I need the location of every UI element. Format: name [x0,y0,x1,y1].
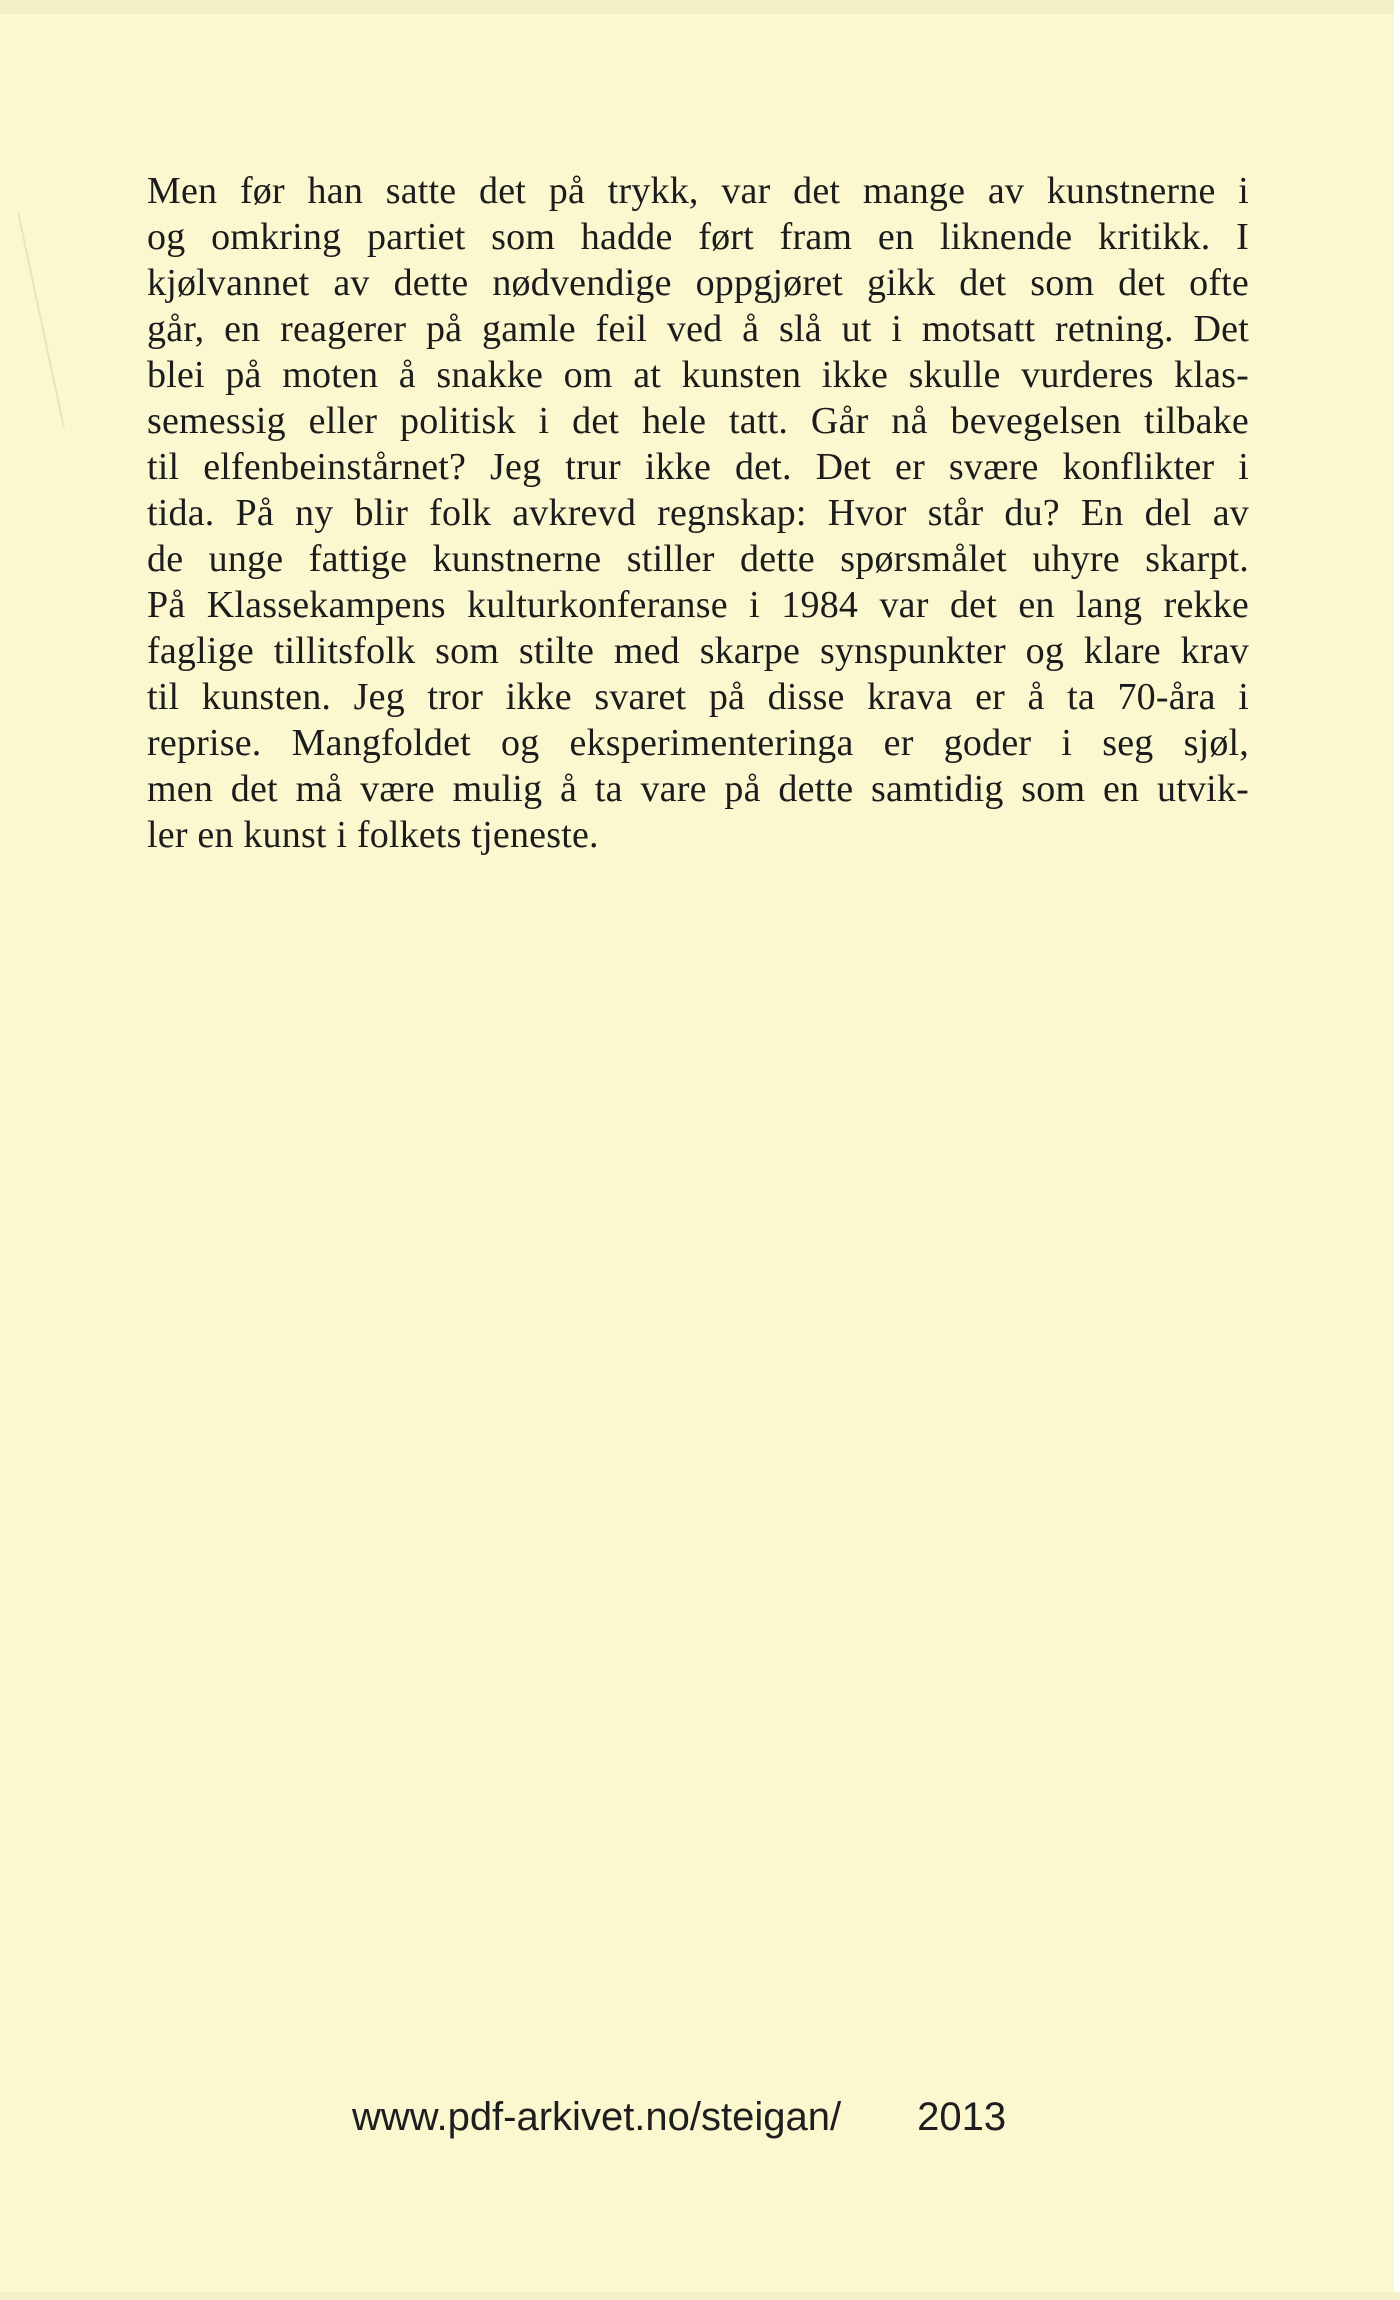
text-line: kjølvannet av dette nødvendige oppgjøret gikk det som det ofte [147,262,1249,304]
text-line: Men før han satte det på trykk, var det mange av kunstnerne i [147,170,1249,212]
text-line: går, en reagerer på gamle feil ved å slå ut i motsatt retning. Det [147,308,1249,350]
text-line: men det må være mulig å ta vare på dette samtidig som en utvik- [147,768,1249,810]
text-line: På Klassekampens kulturkonferanse i 1984 var det en lang rekke [147,584,1249,626]
footer [352,2093,1006,2141]
text-line: og omkring partiet som hadde ført fram en liknende kritikk. I [147,216,1249,258]
page-edge-right [1394,0,1400,2300]
text-line: de unge fattige kunstnerne stiller dette spørsmålet uhyre skarpt. [147,538,1249,580]
page-edge-bottom [0,2292,1400,2300]
text-line: til kunsten. Jeg tror ikke svaret på disse krava er å ta 70-åra i [147,676,1249,718]
page-edge-top [0,0,1400,14]
footer-url: www.pdf-arkivet.no/steigan/ [352,2095,842,2139]
text-line: til elfenbeinstårnet? Jeg trur ikke det. Det er svære konflikter i [147,446,1249,488]
text-line-last: ler en kunst i folkets tjeneste. [147,814,599,856]
body-paragraph [147,168,1249,858]
footer-year: 2013 [917,2095,1007,2139]
scan-artifact [17,212,65,428]
text-line: blei på moten å snakke om at kunsten ikke skulle vurderes klas- [147,354,1249,396]
text-line: reprise. Mangfoldet og eksperimenteringa er goder i seg sjøl, [147,722,1249,764]
text-line: faglige tillitsfolk som stilte med skarpe synspunkter og klare krav [147,630,1249,672]
text-line: tida. På ny blir folk avkrevd regnskap: Hvor står du? En del av [147,492,1249,534]
text-line: semessig eller politisk i det hele tatt. Går nå bevegelsen tilbake [147,400,1249,442]
